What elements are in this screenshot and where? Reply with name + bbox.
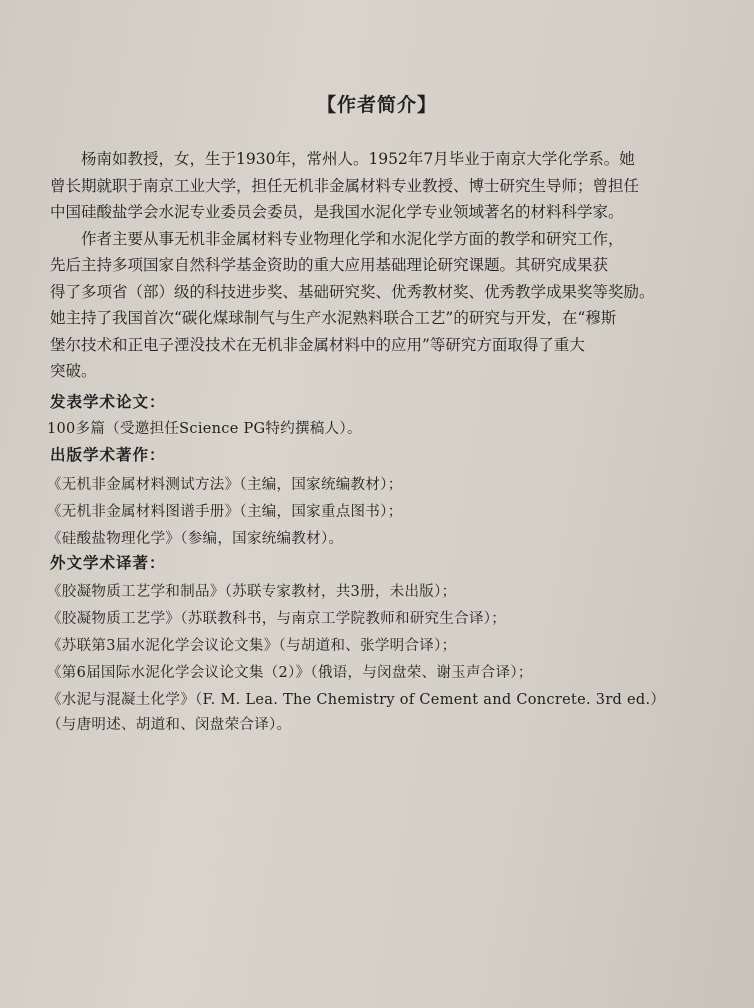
papers-heading: 发表学术论文： [50, 393, 166, 411]
bio-line: 中国硅酸盐学会水泥专业委员会委员，是我国水泥化学专业领域著名的材料科学家。 [50, 203, 624, 221]
translation-item: 《水泥与混凝土化学》（F. M. Lea. The Chemistry of Cement and Concrete. 3rd ed.） [47, 692, 666, 708]
translation-item: 《苏联第3届水泥化学会议论文集》（与胡道和、张学明合译）； [47, 638, 457, 654]
translation-item: 《第6届国际水泥化学会议论文集（2）》（俄语，与闵盘荣、谢玉声合译）； [47, 665, 533, 681]
bio-line: 杨南如教授，女，生于1930年，常州人。1952年7月毕业于南京大学化学系。她 [50, 150, 635, 168]
bio-line: 突破。 [50, 362, 97, 380]
book-item: 《无机非金属材料测试方法》（主编，国家统编教材）； [47, 477, 403, 493]
bio-line: 曾长期就职于南京工业大学，担任无机非金属材料专业教授、博士研究生导师；曾担任 [50, 176, 640, 195]
translation-item: 《胶凝物质工艺学》（苏联教科书，与南京工学院教师和研究生合译）； [47, 611, 507, 627]
bio-paragraph [50, 146, 705, 385]
bio-line: 得了多项省（部）级的科技进步奖、基础研究奖、优秀教材奖、优秀教学成果奖等奖励。 [50, 282, 655, 301]
book-item: 《硅酸盐物理化学》（参编，国家统编教材）。 [47, 531, 344, 547]
translation-item: （与唐明述、胡道和、闵盘荣合译）。 [47, 717, 292, 733]
section-title: 【作者简介】 [316, 94, 437, 116]
books-heading: 出版学术著作： [50, 446, 166, 464]
bio-line: 作者主要从事无机非金属材料专业物理化学和水泥化学方面的教学和研究工作， [50, 229, 624, 248]
bio-line: 堡尔技术和正电子湮没技术在无机非金属材料中的应用”等研究方面取得了重大 [50, 335, 585, 354]
translations-heading: 外文学术译著： [50, 554, 166, 572]
bio-line: 她主持了我国首次“碳化煤球制气与生产水泥熟料联合工艺”的研究与开发，在“穆斯 [50, 309, 617, 327]
translation-item: 《胶凝物质工艺学和制品》（苏联专家教材，共3册，未出版）； [47, 584, 457, 600]
papers-item: 100多篇（受邀担任Science PG特约撰稿人）。 [47, 421, 362, 437]
bio-line: 先后主持多项国家自然科学基金资助的重大应用基础理论研究课题。其研究成果获 [50, 256, 609, 274]
book-item: 《无机非金属材料图谱手册》（主编，国家重点图书）； [47, 504, 403, 520]
